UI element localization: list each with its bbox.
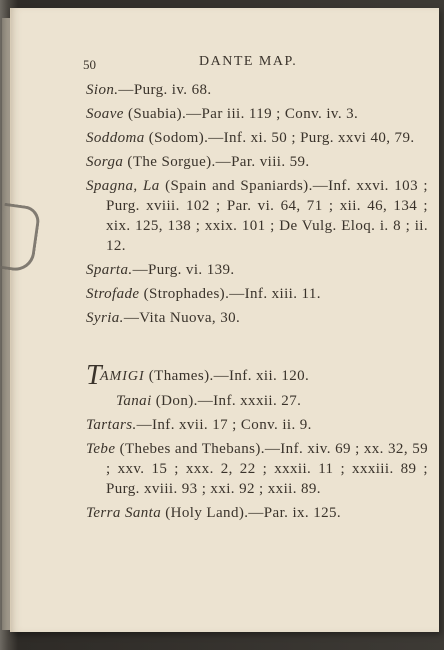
entry-tebe	[86, 439, 428, 499]
entry-refs: —Purg. vi. 139.	[132, 262, 235, 278]
entry-refs: —Vita Nuova, 30.	[123, 310, 241, 326]
entry-syria	[86, 308, 428, 328]
entry-term: Syria.	[86, 310, 124, 326]
entry-term: Sorga	[86, 154, 124, 170]
entry-refs: (Holy Land).—Par. ix. 125.	[161, 505, 342, 521]
entry-term: Tartars.	[86, 417, 137, 433]
entry-tamigi	[86, 360, 428, 391]
entry-refs: (Strophades).—Inf. xiii. 11.	[139, 286, 321, 302]
entry-refs: (Spain and Spaniards).—Inf. xxvi. 103 ; Purg. xviii. 102 ; Par. vi. 64, 71 ; xii. 46, 134 ; xix. 125, 138 ; xxix. 101 ; De Vulg. Eloq. i. 8 ; ii. 12.	[106, 178, 428, 254]
entry-term: Sion.	[86, 82, 119, 98]
entry-term: Tanai	[116, 393, 152, 409]
entry-refs: (Thebes and Thebans).—Inf. xiv. 69 ; xx. 32, 59 ; xxv. 15 ; xxx. 2, 22 ; xxxii. 11 ; xxxiii. 89 ; Purg. xviii. 93 ; xxi. 92 ; xxii. 89.	[106, 441, 428, 497]
entry-terra-santa	[86, 503, 428, 523]
entry-spagna	[86, 176, 428, 256]
entry-refs: (Don).—Inf. xxxii. 27.	[151, 393, 302, 409]
entry-refs: —Inf. xvii. 17 ; Conv. ii. 9.	[136, 417, 312, 433]
entry-term: Tebe	[86, 441, 116, 457]
page-edge	[2, 18, 10, 630]
section-break	[86, 332, 428, 366]
entry-sion	[86, 80, 428, 100]
entry-sparta	[86, 260, 428, 280]
index-text	[86, 80, 428, 527]
running-title: DANTE MAP.	[199, 54, 298, 69]
entry-tartars	[86, 415, 428, 435]
entry-soave	[86, 104, 428, 124]
page-number: 50	[83, 57, 96, 72]
entry-refs: (Suabia).—Par iii. 119 ; Conv. iv. 3.	[123, 106, 359, 122]
entry-refs: —Purg. iv. 68.	[118, 82, 212, 98]
entry-term: AMIGI	[99, 369, 145, 384]
entry-refs: (The Sorgue).—Par. viii. 59.	[123, 154, 310, 170]
entry-refs: (Sodom).—Inf. xi. 50 ; Purg. xxvi 40, 79.	[144, 130, 415, 146]
entry-term: Soddoma	[86, 130, 145, 146]
entry-strofade	[86, 284, 428, 304]
entry-refs: (Thames).—Inf. xii. 120.	[144, 368, 310, 384]
entry-term: Soave	[86, 106, 124, 122]
entry-term: Spagna, La	[86, 178, 160, 194]
entry-term: Strofade	[86, 286, 140, 302]
entry-soddoma	[86, 128, 428, 148]
entry-tanai	[116, 391, 428, 411]
section-initial-t: T	[86, 360, 102, 391]
entry-term: Terra Santa	[86, 505, 162, 521]
entry-term: Sparta.	[86, 262, 133, 278]
entry-sorga	[86, 152, 428, 172]
page-header	[83, 54, 426, 74]
